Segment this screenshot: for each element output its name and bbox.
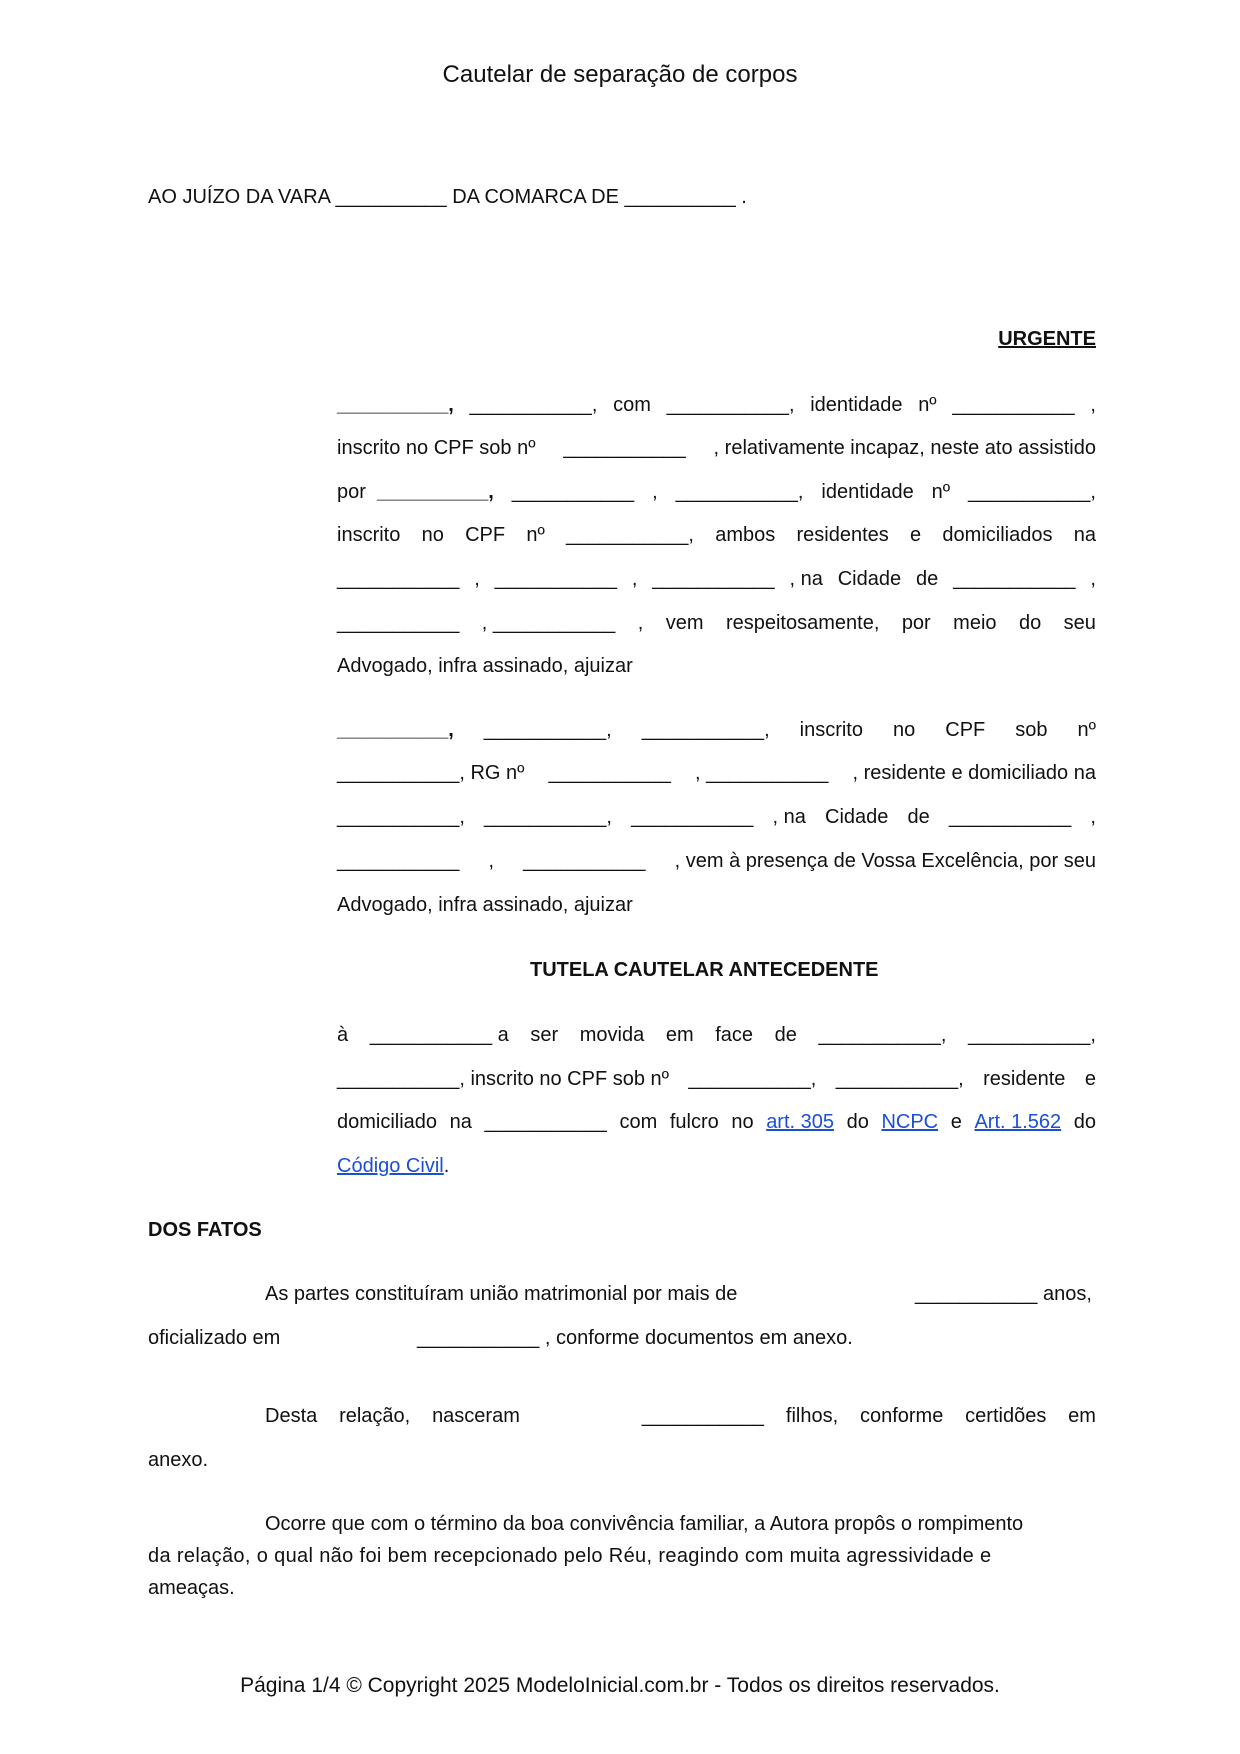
- party-1-line-7: Advogado, infra assinado, ajuizar: [337, 655, 633, 677]
- party-1-line-5: [337, 568, 1096, 591]
- word: nasceram: [432, 1405, 520, 1427]
- party-2-line-3: [337, 806, 1096, 829]
- party-1-line-2: [337, 437, 1096, 460]
- blank-field: , ___________: [694, 762, 829, 784]
- blank-field: ___________: [511, 481, 635, 503]
- word: no: [893, 719, 916, 741]
- text: , vem à presença de Vossa Excelência, por seu: [674, 850, 1096, 872]
- word: certidões: [965, 1405, 1047, 1427]
- blank-field: ___________, inscrito no CPF sob nº: [337, 1068, 669, 1090]
- word: anos,: [1043, 1283, 1092, 1305]
- blank-field: ___________: [952, 394, 1075, 416]
- blank-field: ___________: [953, 568, 1076, 590]
- section-heading-fatos: DOS FATOS: [148, 1219, 262, 1241]
- word: no: [731, 1111, 754, 1133]
- word: à: [337, 1024, 349, 1046]
- urgent-label: URGENTE: [998, 328, 1096, 350]
- word: na: [449, 1111, 472, 1133]
- blank-field: ___________, RG nº: [337, 762, 525, 784]
- word: ,: [474, 568, 480, 590]
- fatos-p3-line-1: Ocorre que com o término da boa convivência familiar, a Autora propôs o rompimento: [265, 1513, 1024, 1535]
- word: , na: [772, 806, 806, 828]
- blank-field: ___________,: [469, 394, 598, 416]
- word: identidade: [821, 481, 914, 503]
- fatos-p2-line-1: [265, 1405, 1096, 1428]
- fatos-p1-text: As partes constituíram união matrimonial por mais de: [265, 1283, 738, 1305]
- word: com: [619, 1111, 658, 1133]
- word: por: [901, 612, 931, 634]
- blank-field: __________,: [337, 719, 454, 741]
- text: , residente e domiciliado na: [852, 762, 1096, 784]
- blank-field: ___________,: [967, 1024, 1096, 1046]
- text: , relativamente incapaz, neste ato assistido: [713, 437, 1096, 459]
- blank-field: ___________,: [566, 524, 694, 546]
- word: com: [613, 394, 651, 416]
- blank-field: ___________,: [675, 481, 804, 503]
- word: ,: [652, 481, 658, 503]
- tutela-line-1: [337, 1024, 1096, 1047]
- party-2-line-1: [337, 719, 1096, 742]
- blank-field: ___________: [563, 437, 686, 459]
- word: meio: [953, 612, 997, 634]
- word: movida: [579, 1024, 645, 1046]
- blank-field: ___________,: [337, 806, 465, 828]
- fatos-p2-line-2: anexo.: [148, 1449, 209, 1471]
- word: de: [915, 568, 939, 590]
- blank-field: ___________: [523, 850, 646, 872]
- party-1-line-3: [337, 481, 1096, 504]
- party-1-line-4: [337, 524, 1096, 547]
- word: CPF: [945, 719, 986, 741]
- word: respeitosamente,: [725, 612, 880, 634]
- blank-field: ___________,: [688, 1068, 817, 1090]
- blank-field: ___________: [494, 568, 617, 590]
- blank-field: ___________,: [484, 806, 612, 828]
- word: na: [1073, 524, 1096, 546]
- word: ,: [1090, 568, 1096, 590]
- word: nº: [1077, 719, 1096, 741]
- court-address-line: AO JUÍZO DA VARA __________ DA COMARCA DE __________ .: [148, 186, 747, 208]
- party-2-line-2: [337, 762, 1096, 785]
- blank-field: ___________,: [483, 719, 612, 741]
- link-codigo-civil[interactable]: Código Civil: [337, 1155, 444, 1177]
- link-ncpc[interactable]: NCPC: [881, 1111, 939, 1133]
- word: nº: [526, 524, 545, 546]
- blank-field: ___________,: [835, 1068, 964, 1090]
- link-art-1562[interactable]: Art. 1.562: [974, 1111, 1062, 1133]
- word: no: [421, 524, 444, 546]
- blank-field: ___________ a: [369, 1024, 509, 1046]
- word: Cidade: [825, 806, 889, 828]
- blank-field: ___________: [652, 568, 775, 590]
- blank-field: ___________: [484, 1111, 607, 1133]
- word: do: [1073, 1111, 1096, 1133]
- page-footer: Página 1/4 © Copyright 2025 ModeloInicial.com.br - Todos os direitos reservados.: [240, 1674, 1000, 1697]
- word: Cidade: [837, 568, 902, 590]
- blank-field: ___________: [337, 612, 460, 634]
- tutela-line-2: [337, 1068, 1096, 1091]
- tutela-heading: TUTELA CAUTELAR ANTECEDENTE: [530, 959, 879, 981]
- blank-field: ___________: [337, 850, 460, 872]
- word: .: [443, 1155, 450, 1177]
- word: filhos,: [785, 1405, 839, 1427]
- party-2-line-4: [337, 850, 1096, 873]
- blank-field: ___________,: [666, 394, 795, 416]
- word: vem: [665, 612, 704, 634]
- word: ,: [1090, 806, 1096, 828]
- word: ,: [488, 850, 495, 872]
- blank-field: ___________: [631, 806, 754, 828]
- link-art-305[interactable]: art. 305: [766, 1111, 835, 1133]
- word: residentes: [796, 524, 889, 546]
- blank-field: __________,: [337, 394, 454, 416]
- blank-field: ___________ , conforme documentos em anexo.: [417, 1327, 853, 1349]
- text: inscrito no CPF sob nº: [337, 437, 536, 459]
- word: e: [950, 1111, 962, 1133]
- blank-field: ___________,: [968, 481, 1096, 503]
- fatos-p1-line-2: oficializado em: [148, 1327, 281, 1349]
- word: ser: [530, 1024, 559, 1046]
- tutela-line-3: [337, 1111, 1096, 1134]
- word: sob: [1015, 719, 1048, 741]
- party-1-line-1: [337, 394, 1096, 417]
- word: CPF: [465, 524, 506, 546]
- word: do: [1018, 612, 1042, 634]
- word: de: [907, 806, 930, 828]
- word: de: [774, 1024, 797, 1046]
- word: ambos: [715, 524, 776, 546]
- word: domiciliados: [942, 524, 1053, 546]
- blank-field: ___________: [948, 806, 1072, 828]
- word: nº: [918, 394, 937, 416]
- word: seu: [1063, 612, 1096, 634]
- word: em: [665, 1024, 694, 1046]
- word: inscrito: [337, 524, 401, 546]
- word: conforme: [859, 1405, 944, 1427]
- tutela-line-4: [337, 1155, 449, 1178]
- word: do: [846, 1111, 869, 1133]
- blank-field: ___________: [641, 1405, 765, 1427]
- blank-field: ___________,: [641, 719, 770, 741]
- blank-field: ___________,: [818, 1024, 947, 1046]
- blank-field: ___________: [337, 568, 460, 590]
- party-1-line-6: [337, 612, 1096, 635]
- word: relação,: [339, 1405, 411, 1427]
- word: residente: [983, 1068, 1066, 1090]
- word: domiciliado: [337, 1111, 438, 1133]
- blank-field: ___________: [548, 762, 671, 784]
- blank-field: ___________: [915, 1283, 1038, 1305]
- fatos-p3-line-2: da relação, o qual não foi bem recepcionado pelo Réu, reagindo com muita agressividade e: [148, 1545, 992, 1567]
- word: face: [715, 1024, 754, 1046]
- word: ,: [631, 568, 638, 590]
- document-title: Cautelar de separação de corpos: [442, 61, 798, 88]
- word: e: [910, 524, 922, 546]
- blank-field: , ___________: [481, 612, 616, 634]
- fatos-p3-line-3: ameaças.: [148, 1577, 235, 1599]
- word: ,: [637, 612, 644, 634]
- word: , na: [789, 568, 823, 590]
- word: por __________,: [337, 481, 494, 503]
- word: e: [1084, 1068, 1096, 1090]
- party-2-line-5: Advogado, infra assinado, ajuizar: [337, 894, 633, 916]
- word: Desta: [265, 1405, 318, 1427]
- word: ,: [1090, 394, 1096, 416]
- word: inscrito: [799, 719, 863, 741]
- word: nº: [931, 481, 951, 503]
- word: em: [1068, 1405, 1096, 1427]
- word: identidade: [810, 394, 903, 416]
- word: fulcro: [669, 1111, 719, 1133]
